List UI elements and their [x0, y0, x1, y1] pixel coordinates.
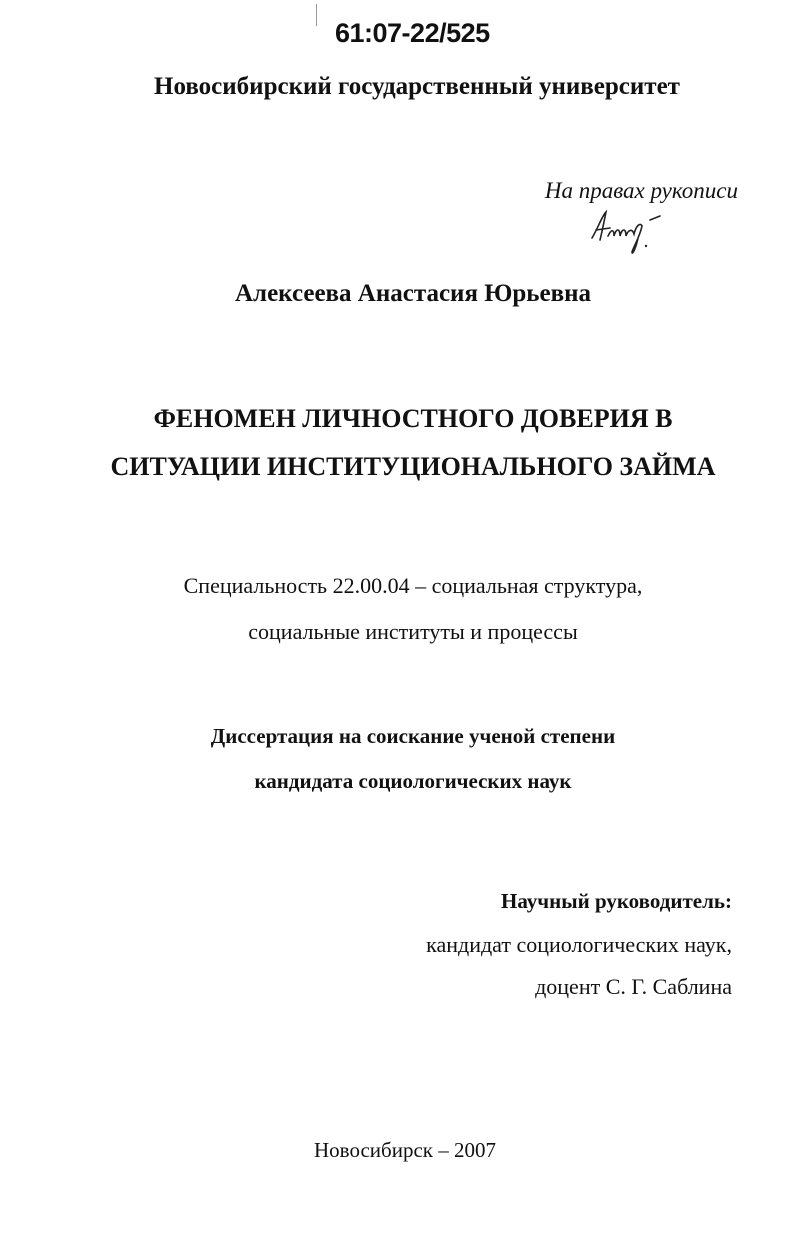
supervisor-label: Научный руководитель:: [501, 889, 732, 913]
scan-mark: [316, 4, 317, 26]
signature-icon: [588, 208, 678, 258]
manuscript-rights: На правах рукописи: [544, 178, 738, 203]
degree-line-1: Диссертация на соискание ученой степени: [210, 724, 616, 748]
specialty-line-2: социальные институты и процессы: [248, 619, 578, 644]
supervisor-name: доцент С. Г. Саблина: [535, 974, 732, 999]
degree-line-2: кандидата социологических наук: [254, 769, 572, 793]
thesis-title-line-1: ФЕНОМЕН ЛИЧНОСТНОГО ДОВЕРИЯ В: [153, 404, 673, 433]
city-year: Новосибирск – 2007: [314, 1138, 496, 1162]
catalog-code: 61:07-22/525: [335, 18, 490, 48]
supervisor-degree: кандидат социологических наук,: [426, 932, 732, 957]
university-name: Новосибирский государственный университет: [154, 73, 680, 100]
specialty-line-1: Специальность 22.00.04 – социальная структура,: [183, 573, 643, 598]
author-name: Алексеева Анастасия Юрьевна: [235, 280, 591, 307]
thesis-title-line-2: СИТУАЦИИ ИНСТИТУЦИОНАЛЬНОГО ЗАЙМА: [110, 452, 716, 481]
